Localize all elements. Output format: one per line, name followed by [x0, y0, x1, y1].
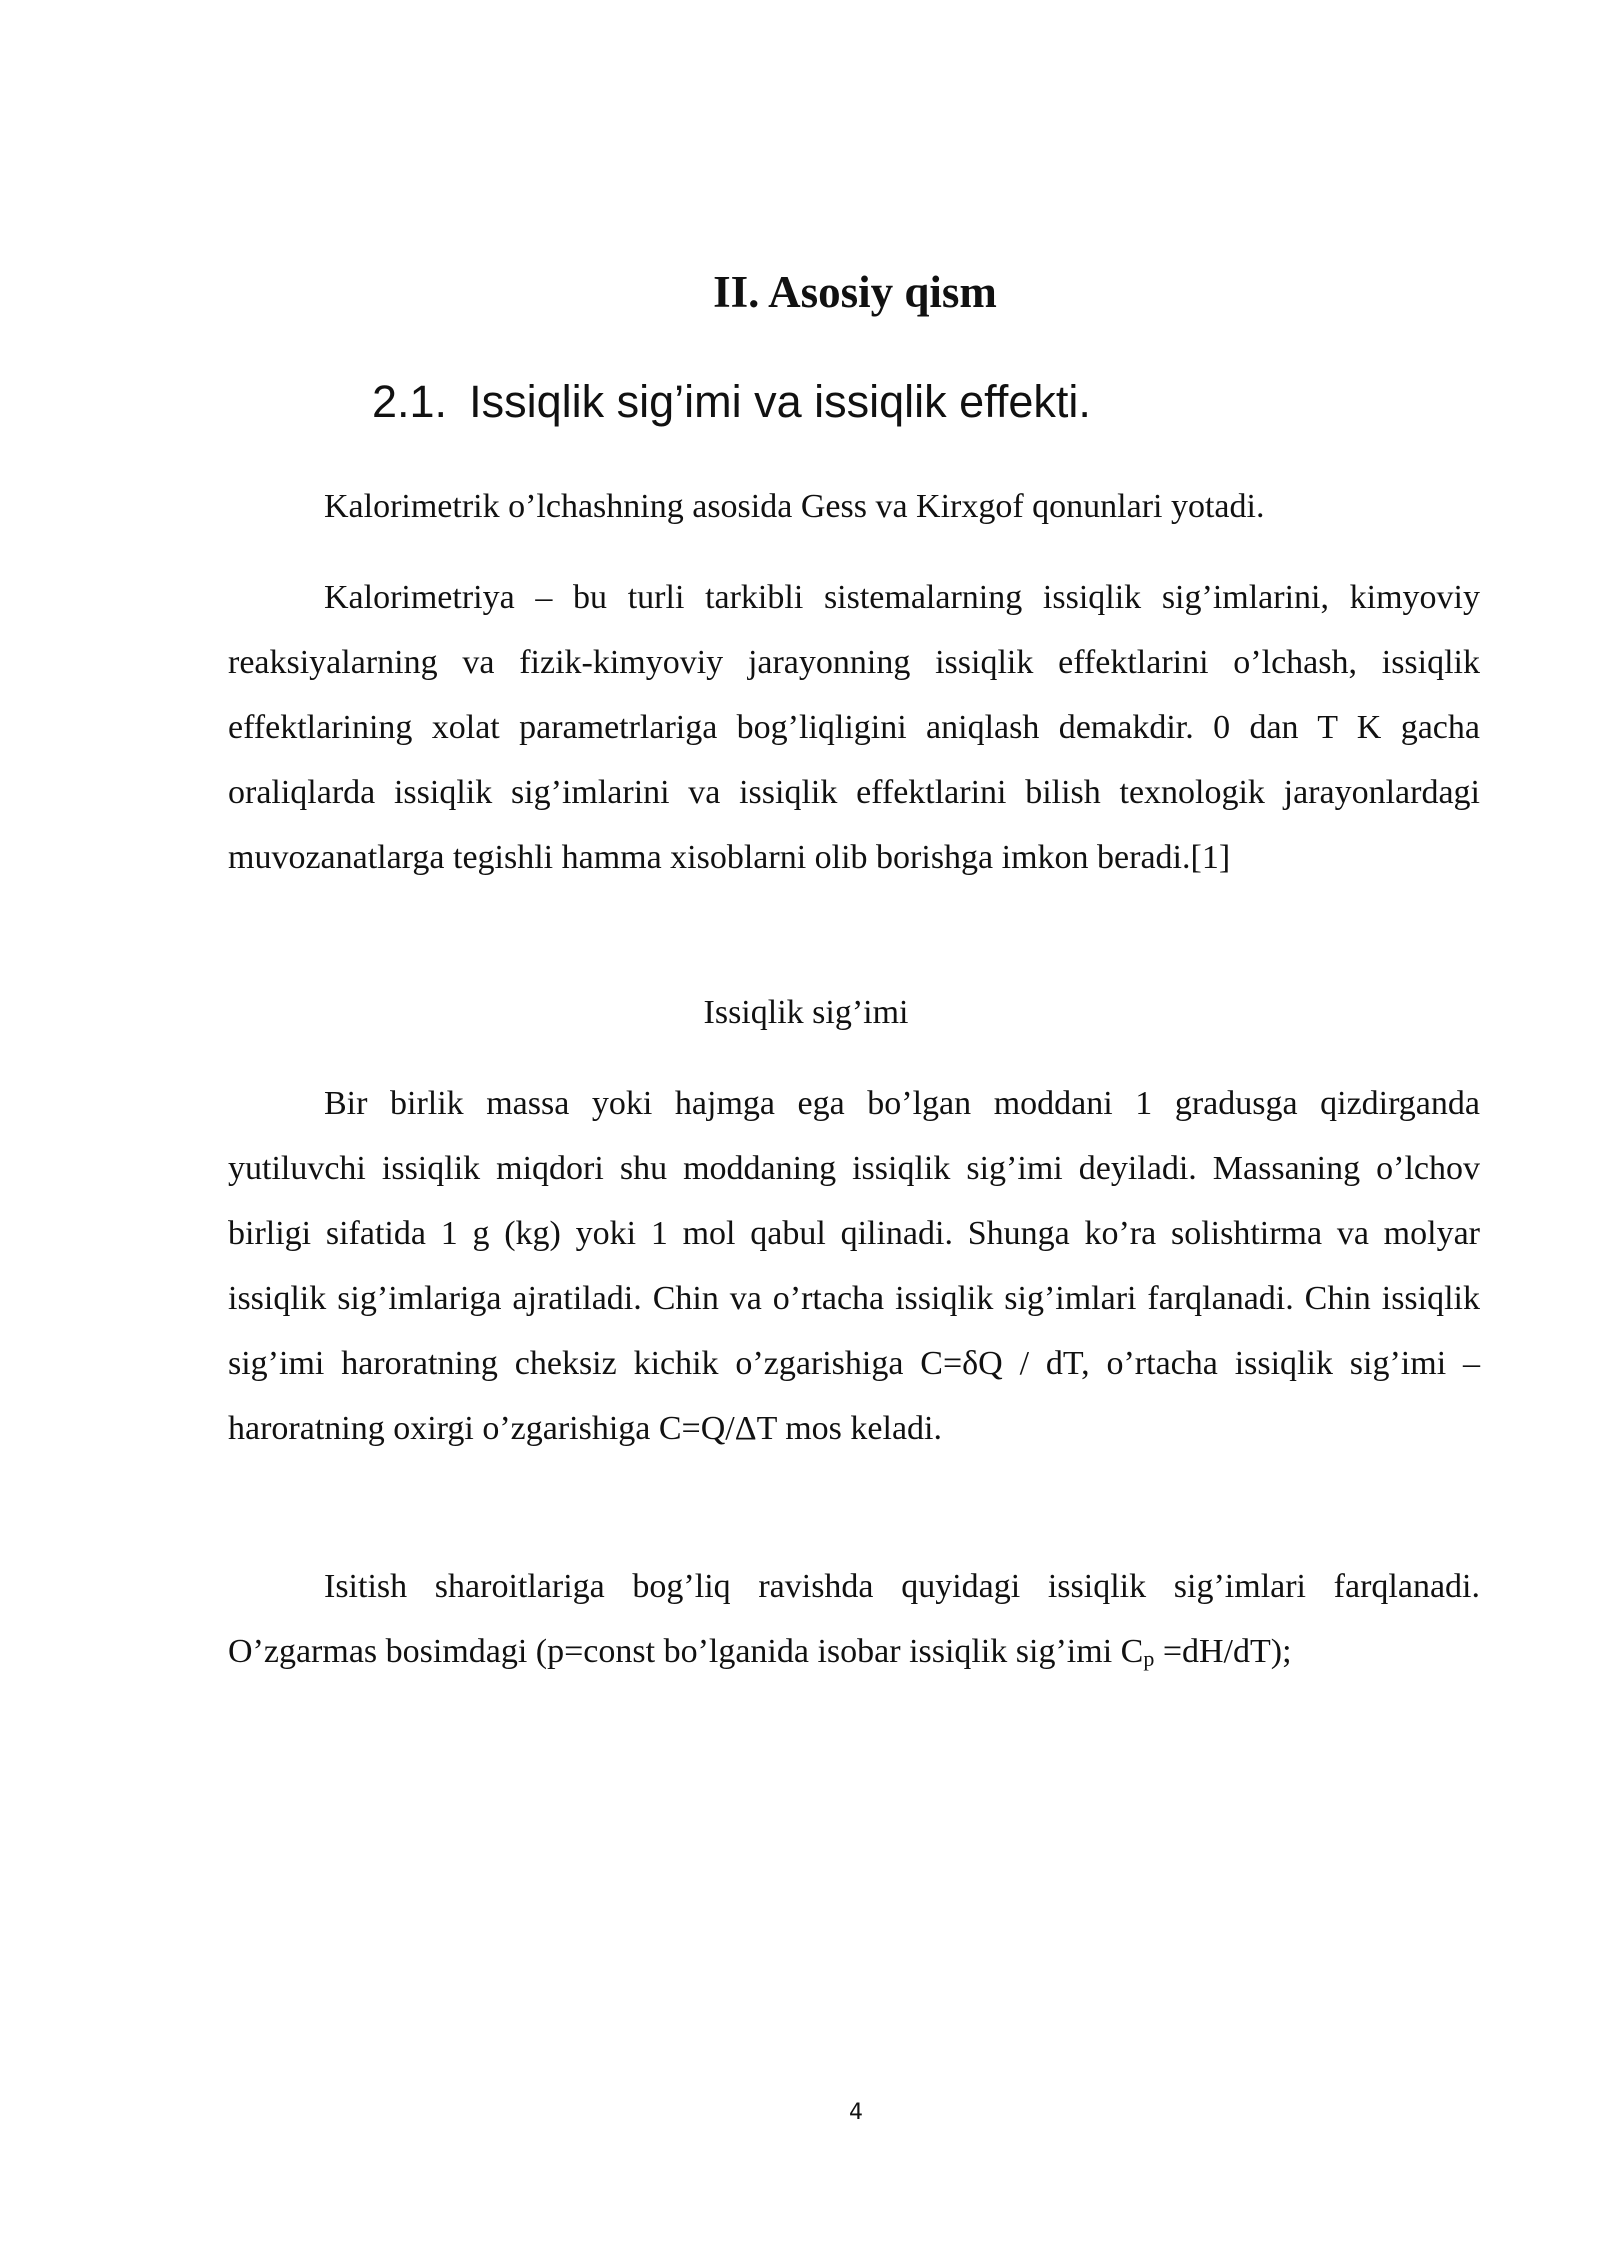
section-number: 2.1. — [372, 376, 448, 427]
heating-conditions-text: Isitish sharoitlariga bog’liq ravishda quyidagi issiqlik sig’imlari farqlanadi. O’zgarmas bosimdagi (p=const bo’lganida isobar issiqlik sig’imi C — [228, 1568, 1480, 1670]
pressure-subscript: p — [1143, 1646, 1155, 1671]
heating-conditions-formula: =dH/dT); — [1154, 1633, 1292, 1670]
calorimetry-paragraph: Kalorimetriya – bu turli tarkibli sistemalarning issiqlik sig’imlarini, kimyoviy reaksiyalarning va fizik-kimyoviy jarayonning issiqlik effektlarini o’lchash, issiqlik effektlarining xolat parametrlariga bog’liqligini aniqlash demakdir. 0 dan T K gacha oraliqlarda issiqlik sig’imlarini va issiqlik effektlarini bilish texnologik jarayonlardagi muvozanatlarga tegishli hamma xisoblarni olib borishga imkon beradi.[1] — [228, 579, 1480, 876]
intro-paragraph: Kalorimetrik o’lchashning asosida Gess va Kirxgof qonunlari yotadi. — [324, 488, 1265, 525]
section-title: Issiqlik sig’imi va issiqlik effekti. — [469, 376, 1091, 427]
chapter-title: II. Asosiy qism — [713, 267, 997, 317]
heating-conditions-paragraph — [228, 1554, 1480, 1691]
subsection-heading: Issiqlik sig’imi — [703, 994, 909, 1031]
heat-capacity-paragraph: Bir birlik massa yoki hajmga ega bo’lgan moddani 1 gradusga qizdirganda yutiluvchi issiqlik miqdori shu moddaning issiqlik sig’imi deyiladi. Massaning o’lchov birligi sifatida 1 g (kg) yoki 1 mol qabul qilinadi. Shunga ko’ra solishtirma va molyar issiqlik sig’imlariga ajratiladi. Chin va o’rtacha issiqlik sig’imlari farqlanadi. Chin issiqlik sig’imi haroratning cheksiz kichik o’zgarishiga C=δQ / dT, o’rtacha issiqlik sig’imi –haroratning oxirgi o’zgarishiga C=Q/ΔT mos keladi. — [228, 1085, 1480, 1447]
section-heading — [372, 372, 1091, 432]
page-number: 4 — [849, 2100, 863, 2125]
